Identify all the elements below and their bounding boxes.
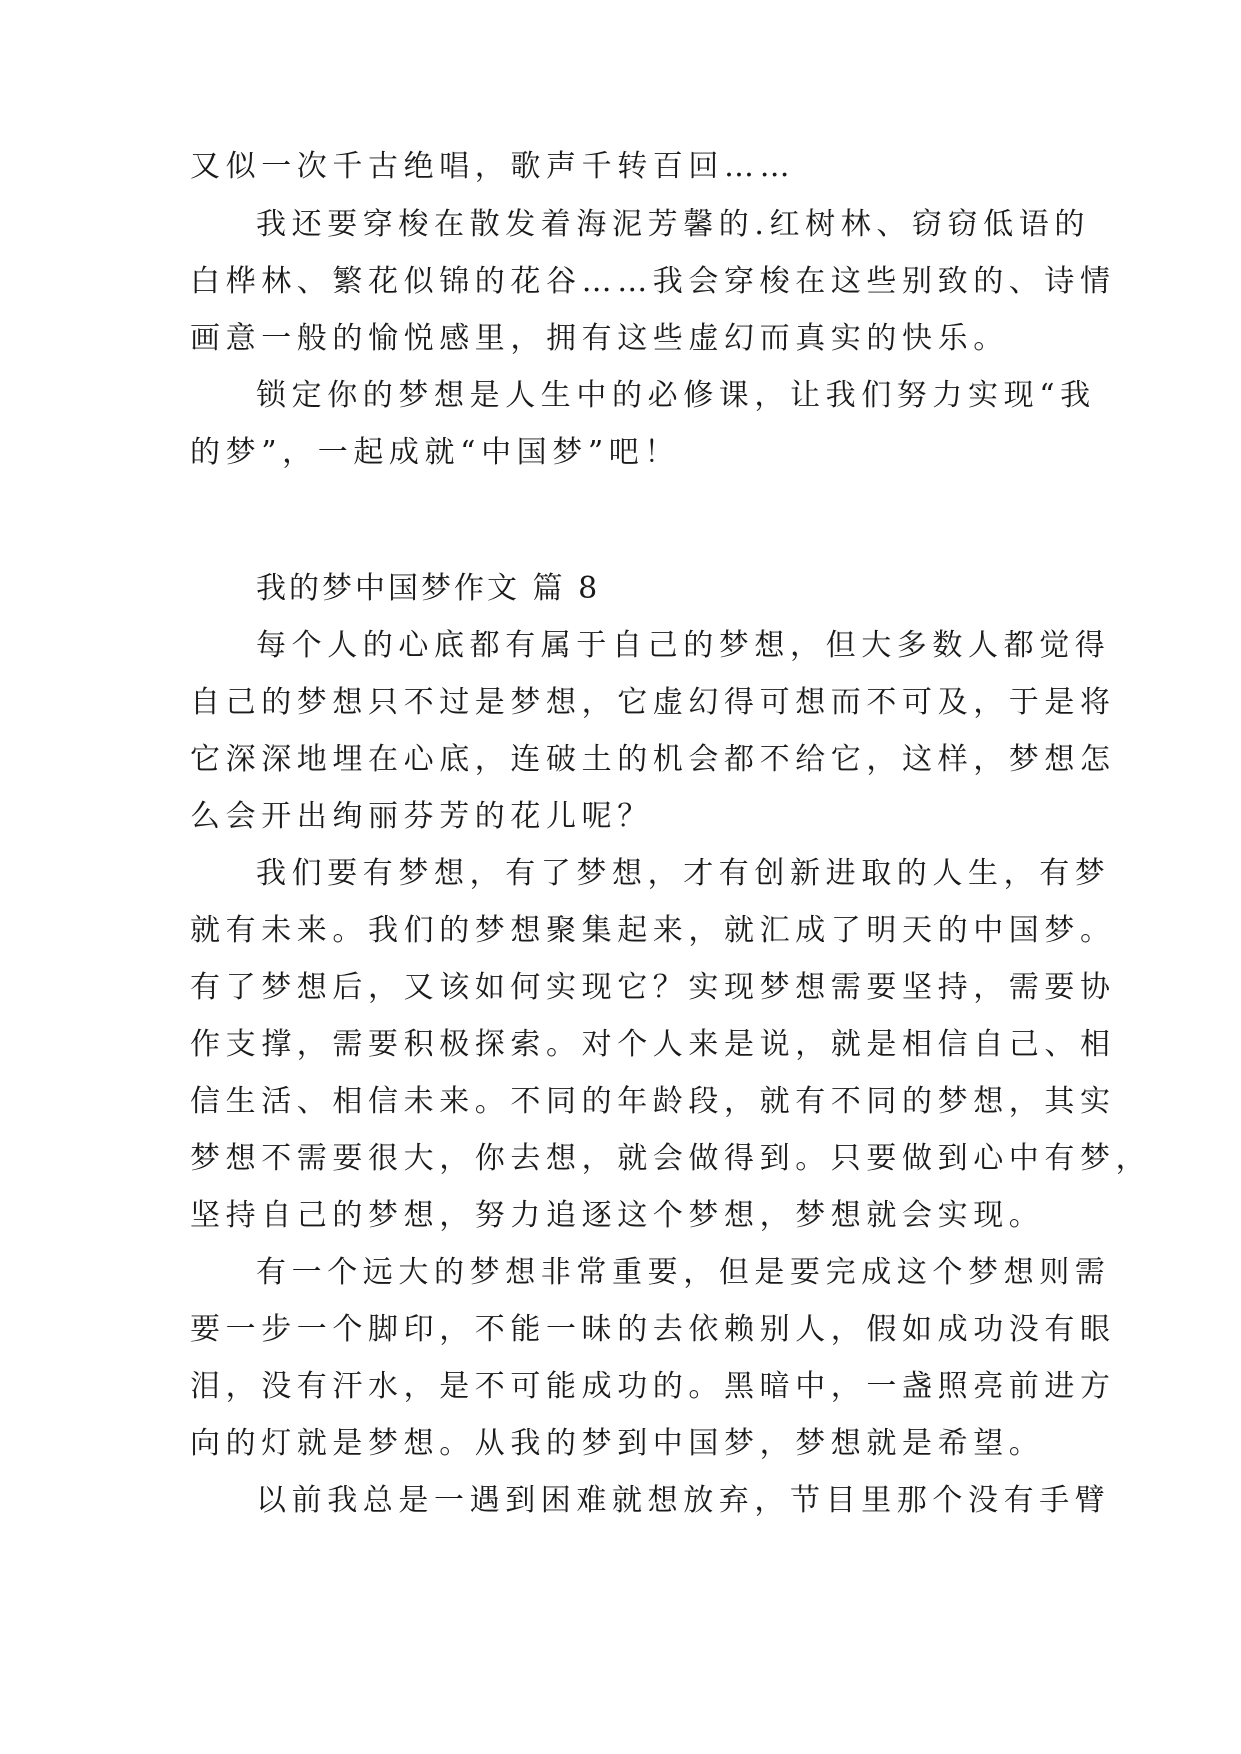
- text-line: 么会开出绚丽芬芳的花儿呢？: [190, 799, 653, 834]
- text-line: 要一步一个脚印，不能一昧的去依赖别人，假如成功没有眼: [190, 1312, 1116, 1347]
- text-line: 白桦林、繁花似锦的花谷……我会穿梭在这些别致的、诗情: [190, 264, 1116, 299]
- paragraph-first-line: 锁定你的梦想是人生中的必修课，让我们努力实现“我: [256, 378, 1096, 413]
- paragraph-first-line: 我们要有梦想，有了梦想，才有创新进取的人生，有梦: [256, 856, 1111, 891]
- text-line: 又似一次千古绝唱，歌声千转百回……: [190, 149, 796, 184]
- text-line: 信生活、相信未来。不同的年龄段，就有不同的梦想，其实: [190, 1084, 1116, 1119]
- text-line: 画意一般的愉悦感里，拥有这些虚幻而真实的快乐。: [190, 321, 1009, 356]
- text-line: 作支撑，需要积极探索。对个人来是说，就是相信自己、相: [190, 1027, 1116, 1062]
- text-line: 有了梦想后，又该如何实现它？实现梦想需要坚持，需要协: [190, 970, 1116, 1005]
- paragraph-first-line: 有一个远大的梦想非常重要，但是要完成这个梦想则需: [256, 1255, 1111, 1290]
- text-line: 梦想不需要很大，你去想，就会做得到。只要做到心中有梦，: [190, 1141, 1152, 1176]
- section-heading: 我的梦中国梦作文 篇 8: [256, 571, 601, 606]
- text-line: 就有未来。我们的梦想聚集起来，就汇成了明天的中国梦。: [190, 913, 1116, 948]
- text-line: 坚持自己的梦想，努力追逐这个梦想，梦想就会实现。: [190, 1198, 1045, 1233]
- text-line: 它深深地埋在心底，连破土的机会都不给它，这样，梦想怎: [190, 742, 1116, 777]
- paragraph-first-line: 我还要穿梭在散发着海泥芳馨的.红树林、窃窃低语的: [256, 207, 1090, 242]
- text-line: 泪，没有汗水，是不可能成功的。黑暗中，一盏照亮前进方: [190, 1369, 1116, 1404]
- text-line: 的梦”，一起成就“中国梦”吧！: [190, 435, 681, 470]
- paragraph-first-line: 每个人的心底都有属于自己的梦想，但大多数人都觉得: [256, 628, 1111, 663]
- text-line: 向的灯就是梦想。从我的梦到中国梦，梦想就是希望。: [190, 1426, 1045, 1461]
- text-line: 自己的梦想只不过是梦想，它虚幻得可想而不可及，于是将: [190, 685, 1116, 720]
- paragraph-first-line: 以前我总是一遇到困难就想放弃，节目里那个没有手臂: [256, 1483, 1111, 1518]
